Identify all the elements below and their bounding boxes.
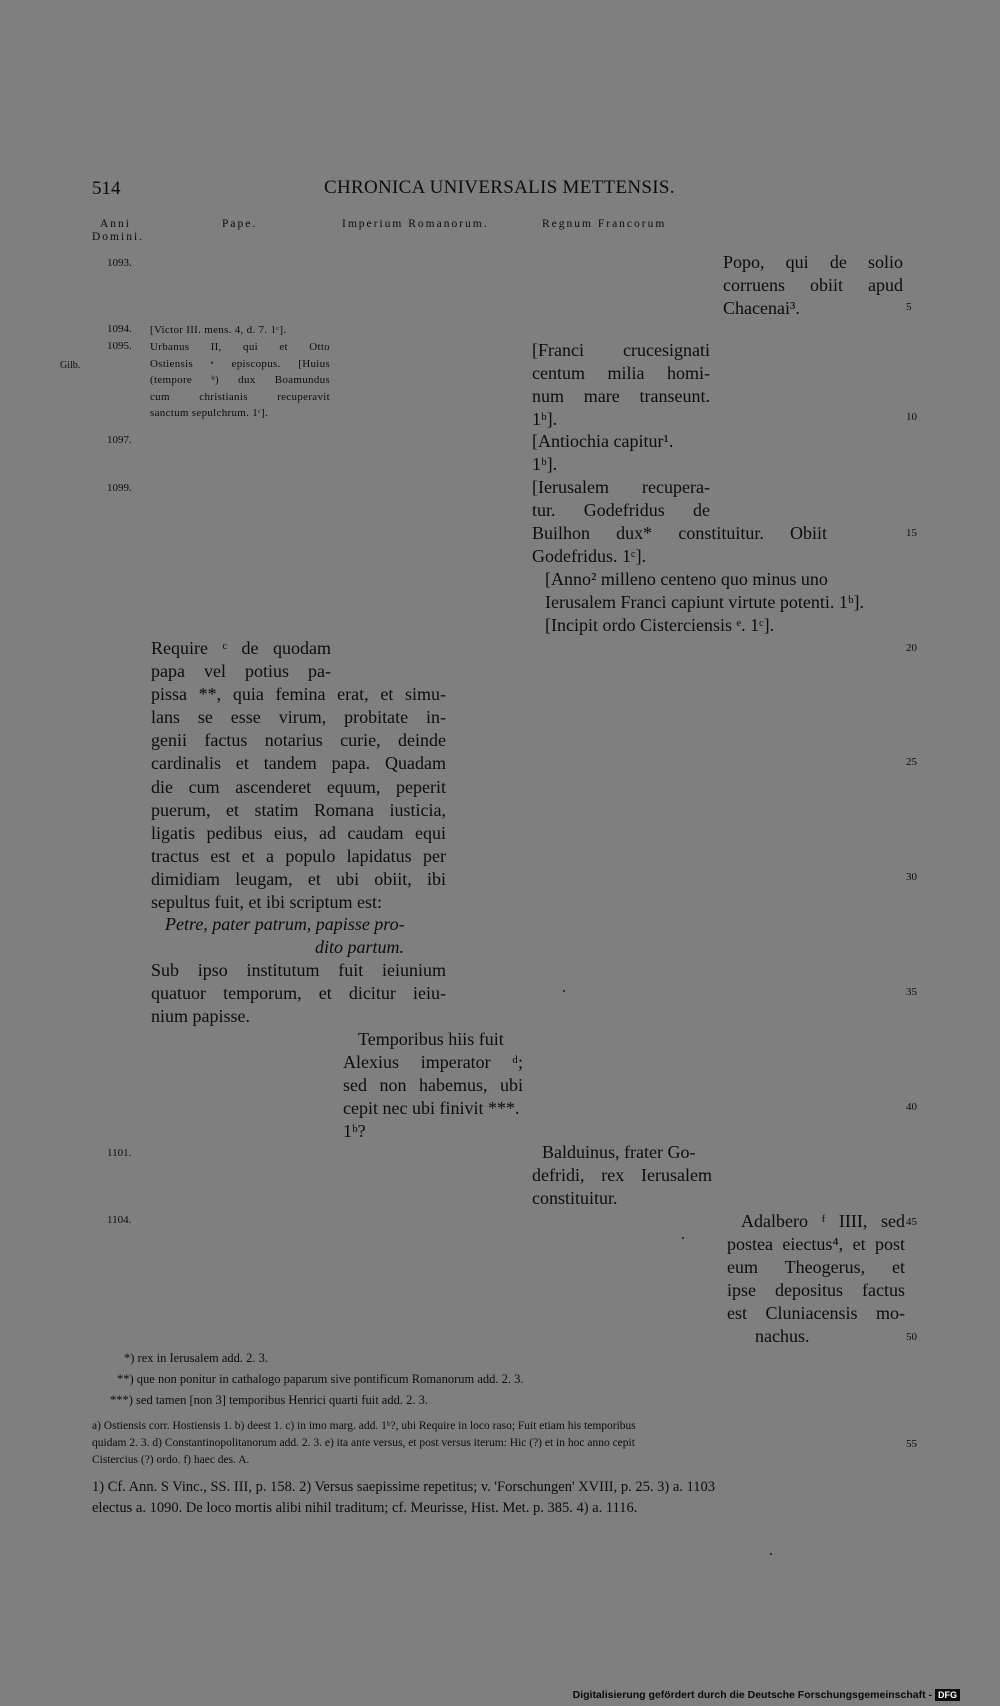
speck (563, 990, 565, 992)
entry-franci (532, 339, 710, 431)
text-line: Temporibus hiis fuit (358, 1029, 504, 1049)
entry-verse (165, 913, 447, 959)
column-header-regnum: Regnum Francorum (542, 218, 667, 230)
entry-urbanus (150, 339, 330, 422)
entry-anno-verse (545, 568, 907, 614)
entry-alexius (343, 1028, 523, 1143)
entry-adalbero (727, 1210, 905, 1349)
line-number: 50 (906, 1331, 917, 1343)
line-number: 45 (906, 1216, 917, 1228)
text-line: pissa **, quia femina erat, et simu- (151, 684, 446, 705)
text-line: tractus est et a populo lapidatus per (151, 845, 446, 866)
text-line: dito partum. (315, 937, 405, 958)
line-number: 5 (906, 301, 912, 313)
text-line: Alexius imperator ᵈ; (343, 1052, 523, 1073)
text-line: (tempore ᵇ) dux Boamundus (150, 374, 330, 386)
footer-text: Digitalisierung gefördert durch die Deutsche Forschungsgemeinschaft - (572, 1689, 932, 1701)
year-1099: 1099. (107, 482, 132, 494)
year-1104: 1104. (107, 1214, 132, 1226)
text-line: Adalbero ᶠ IIII, sed (741, 1211, 905, 1231)
line-number: 55 (906, 1438, 917, 1450)
text-line: centum milia homi- (532, 363, 710, 384)
footnote-number-line: 1) Cf. Ann. S Vinc., SS. III, p. 158. 2) Versus saepissime repetitus; v. 'Forschungen' XVIII, p. 25. 3) a. 1103 (92, 1479, 715, 1495)
line-number: 35 (906, 986, 917, 998)
entry-balduinus (532, 1141, 712, 1210)
line-number: 10 (906, 411, 917, 423)
year-1101: 1101. (107, 1147, 132, 1159)
entry-ierusalem (532, 476, 827, 568)
footnote-number-line: electus a. 1090. De loco mortis alibi nihil traditum; cf. Meurisse, Hist. Met. p. 385. 4) a. 1116. (92, 1500, 638, 1516)
text-line: Balduinus, frater Go- (542, 1142, 696, 1162)
text-line: Ostiensis ᵃ episcopus. [Huius (150, 357, 330, 370)
text-line: [Antiochia capitur¹. (532, 431, 674, 451)
line-number: 15 (906, 527, 917, 539)
footnote-letter-line: Cistercius (?) ordo. f) haec des. A. (92, 1454, 250, 1466)
speck (770, 1553, 772, 1555)
text-line: Chacenai³. (723, 298, 800, 319)
text-line: constituitur. (532, 1188, 618, 1209)
text-line: ipse depositus factus (727, 1280, 905, 1301)
entry-popo (723, 251, 903, 320)
page-title: CHRONICA UNIVERSALIS METTENSIS. (324, 177, 675, 198)
text-line: Petre, pater patrum, papisse pro- (165, 914, 405, 934)
text-line: nachus. (755, 1326, 810, 1347)
text-line: Godefridus. 1ᶜ]. (532, 546, 647, 567)
text-line: num mare transeunt. (532, 386, 710, 407)
text-line: tur. Godefridus de (532, 500, 710, 521)
footnote-letter-line: a) Ostiensis corr. Hostiensis 1. b) deest 1. c) in imo marg. add. 1ᵇ?, ubi Require in loco raso; Fuit etiam his temporibus (92, 1420, 636, 1432)
year-1094: 1094. (107, 323, 132, 335)
line-number: 25 (906, 756, 917, 768)
text-line: puerum, et statim Romana iusticia, (151, 799, 446, 820)
year-1097: 1097. (107, 434, 132, 446)
text-line: sed non habemus, ubi (343, 1075, 523, 1096)
year-1095: 1095. (107, 340, 132, 352)
text-line: 1ᵇ? (343, 1121, 366, 1142)
entry-victor: [Victor III. mens. 4, d. 7. 1ᶜ]. (150, 324, 287, 336)
text-line: Require ᶜ de quodam (151, 638, 331, 658)
footnote-star-2: **) que non ponitur in cathalogo paparum sive pontificum Romanorum add. 2. 3. (117, 1372, 524, 1386)
footnote-letter-line: quidam 2. 3. d) Constantinopolitanorum add. 2. 3. e) ita ante versus, et post versus iterum: Hic (?) et in hoc anno cepit (92, 1437, 635, 1449)
text-line: lans se esse virum, probitate in- (151, 707, 446, 728)
entry-cisterciensis: [Incipit ordo Cisterciensis ᵉ. 1ᶜ]. (545, 615, 775, 635)
column-header-imperium: Imperium Romanorum. (342, 218, 489, 230)
text-line: Popo, qui de solio (723, 252, 903, 272)
text-line: 1ᵇ]. (532, 409, 558, 430)
speck (682, 1237, 684, 1239)
text-line: cepit nec ubi finivit ***. (343, 1098, 520, 1119)
text-line: [Ierusalem recupera- (532, 477, 710, 497)
text-line: corruens obiit apud (723, 275, 903, 296)
text-line: Builhon dux* constituitur. Obiit (532, 523, 827, 544)
text-line: [Franci crucesignati (532, 340, 710, 360)
dfg-logo-icon: DFG (935, 1689, 960, 1701)
page-number: 514 (92, 178, 121, 199)
text-line: dimidiam leugam, et ubi obiit, ibi (151, 868, 446, 889)
footnote-star-1: *) rex in Ierusalem add. 2. 3. (124, 1351, 269, 1365)
text-line: ligatis pedibus eius, ad caudam equi (151, 822, 446, 843)
line-number: 20 (906, 642, 917, 654)
text-line: eum Theogerus, et (727, 1257, 905, 1278)
text-line: Urbanus II, qui et Otto (150, 341, 330, 353)
text-line: cum christianis recuperavit (150, 390, 330, 403)
text-line: cardinalis et tandem papa. Quadam (151, 753, 446, 774)
text-line: est Cluniacensis mo- (727, 1303, 905, 1324)
column-header-anni: Anni (100, 218, 131, 230)
footnote-star-3: ***) sed tamen [non 3] temporibus Henrici quarti fuit add. 2. 3. (110, 1393, 428, 1407)
text-line: Sub ipso institutum fuit ieiunium (151, 960, 446, 980)
text-line: genii factus notarius curie, deinde (151, 730, 446, 751)
line-number: 40 (906, 1101, 917, 1113)
digitization-footer (573, 1689, 960, 1701)
entry-antiochia (532, 430, 710, 476)
text-line: sanctum sepulchrum. 1ᶜ]. (150, 407, 269, 419)
text-line: nium papisse. (151, 1006, 250, 1027)
year-1093: 1093. (107, 257, 132, 269)
text-line: quatuor temporum, et dicitur ieiu- (151, 983, 446, 1004)
text-line: postea eiectus⁴, et post (727, 1234, 905, 1255)
text-line: sepultus fuit, et ibi scriptum est: (151, 892, 382, 913)
text-line: Ierusalem Franci capiunt virtute potenti. 1ᵇ]. (545, 592, 864, 613)
entry-ieiunium (151, 959, 446, 1028)
column-header-domini: Domini. (92, 231, 145, 243)
margin-note-gilb: Gilb. (60, 360, 81, 371)
text-line: die cum ascenderet equum, peperit (151, 776, 446, 797)
column-header-pape: Pape. (222, 218, 258, 230)
text-line: 1ᵇ]. (532, 454, 558, 475)
text-line: [Anno² milleno centeno quo minus uno (545, 569, 828, 589)
entry-papissa (151, 637, 446, 914)
text-line: papa vel potius pa- (151, 661, 331, 682)
text-line: defridi, rex Ierusalem (532, 1165, 712, 1186)
line-number: 30 (906, 871, 917, 883)
